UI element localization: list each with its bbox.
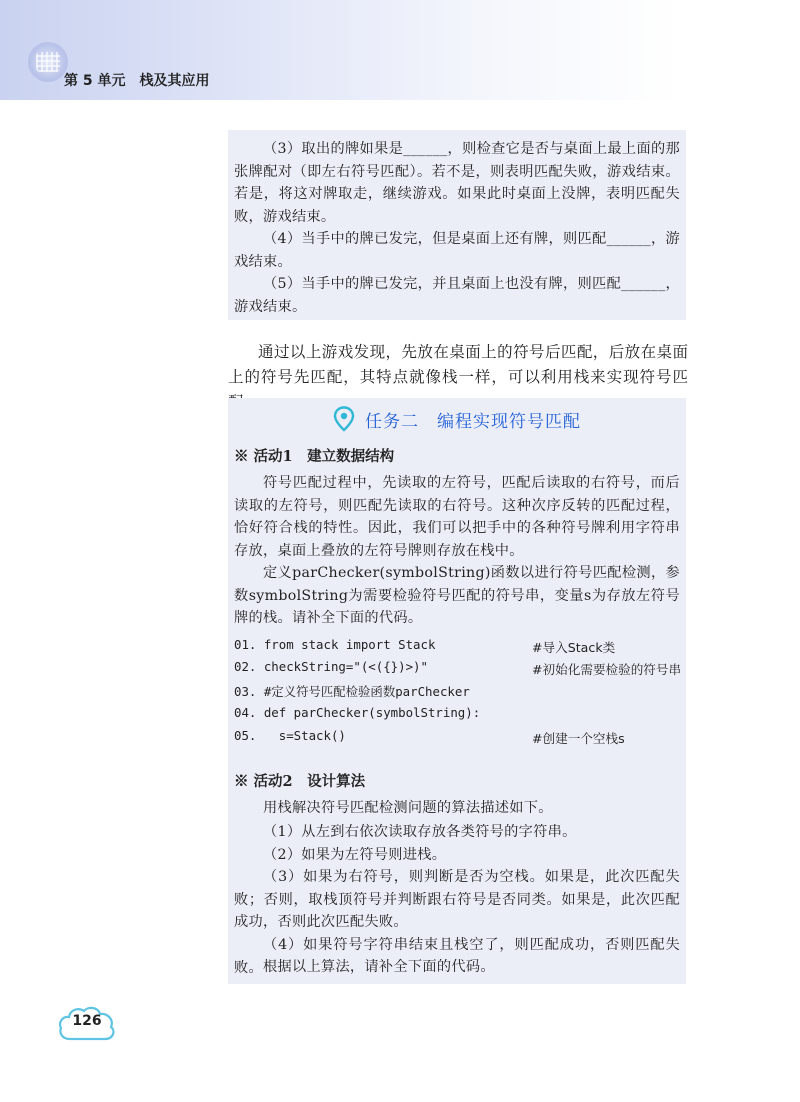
unit-number: 第 5 单元 — [64, 73, 126, 89]
unit-title: 栈及其应用 — [139, 73, 210, 89]
algorithm-step-4: （4）如果符号字符串结束且栈空了，则匹配成功，否则匹配失败。 — [234, 937, 680, 976]
code-comment-02: #初始化需要检验的符号串 — [532, 662, 682, 677]
rule-5-paragraph: （5）当手中的牌已发完，并且桌面上也没有牌，则匹配______，游戏结束。 — [234, 276, 680, 315]
activity-2-closing: 根据以上算法，请补全下面的代码。 — [263, 959, 495, 975]
code-comment-01: #导入Stack类 — [532, 640, 616, 655]
code-comment-05: #创建一个空栈s — [532, 731, 625, 746]
code-line-05: 05. s=Stack() — [234, 728, 346, 743]
code-line-01: 01. from stack import Stack — [234, 637, 436, 652]
activity-2-heading: ※ 活动2 设计算法 — [234, 773, 366, 790]
task-header — [228, 402, 686, 436]
code-line-04: 04. def parChecker(symbolString): — [234, 705, 481, 720]
task-title: 任务二 编程实现符号匹配 — [365, 411, 581, 432]
activity-1-paragraph-1: 符号匹配过程中，先读取的左符号，匹配后读取的右符号，而后读取的左符号，则匹配先读取的右符号。这种次序反转的匹配过程，恰好符合栈的特性。因此，我们可以把手中的各种符号牌利用字符串存放，桌面上叠放的左符号牌则存放在栈中。 — [234, 475, 680, 559]
rule-4-paragraph: （4）当手中的牌已发完，但是桌面上还有牌，则匹配______，游戏结束。 — [234, 231, 680, 270]
unit-ornament-icon — [28, 42, 68, 82]
code-line-02: 02. checkString="(<({})>)" — [234, 659, 428, 674]
algorithm-step-3: （3）如果为右符号，则判断是否为空栈。如果是，此次匹配失败；否则，取栈顶符号并判断跟右符号是否同类。如果是，此次匹配成功，否则此次匹配失败。 — [234, 869, 680, 931]
page-number: 126 — [72, 1013, 102, 1029]
code-line-03: 03. #定义符号匹配检验函数parChecker — [234, 684, 470, 699]
summary-paragraph: 通过以上游戏发现，先放在桌面上的符号后匹配，后放在桌面上的符号先匹配，其特点就像栈一样，可以利用栈来实现符号匹 — [228, 343, 688, 386]
algorithm-step-2: （2）如果为左符号则进栈。 — [263, 847, 447, 863]
activity-2-intro: 用栈解决符号匹配检测问题的算法描述如下。 — [263, 800, 553, 816]
activity-1-heading: ※ 活动1 建立数据结构 — [234, 448, 395, 465]
location-pin-icon — [333, 406, 355, 432]
rule-3-paragraph: （3）取出的牌如果是______，则检查它是否与桌面上最上面的那张牌配对（即左右符号匹配）。若不是，则表明匹配失败，游戏结束。若是，将这对牌取走，继续游戏。如果此时桌面上没牌，表明匹配失败，游戏结束。 — [234, 141, 680, 225]
unit-header — [64, 70, 210, 90]
algorithm-step-1: （1）从左到右依次读取存放各类符号的字符串。 — [263, 824, 577, 840]
activity-1-paragraph-2: 定义parChecker(symbolString)函数以进行符号匹配检测，参数symbolString为需要检验符号匹配的符号串，变量s为存放左符号牌的栈。请补全下面的代码。 — [234, 565, 680, 627]
